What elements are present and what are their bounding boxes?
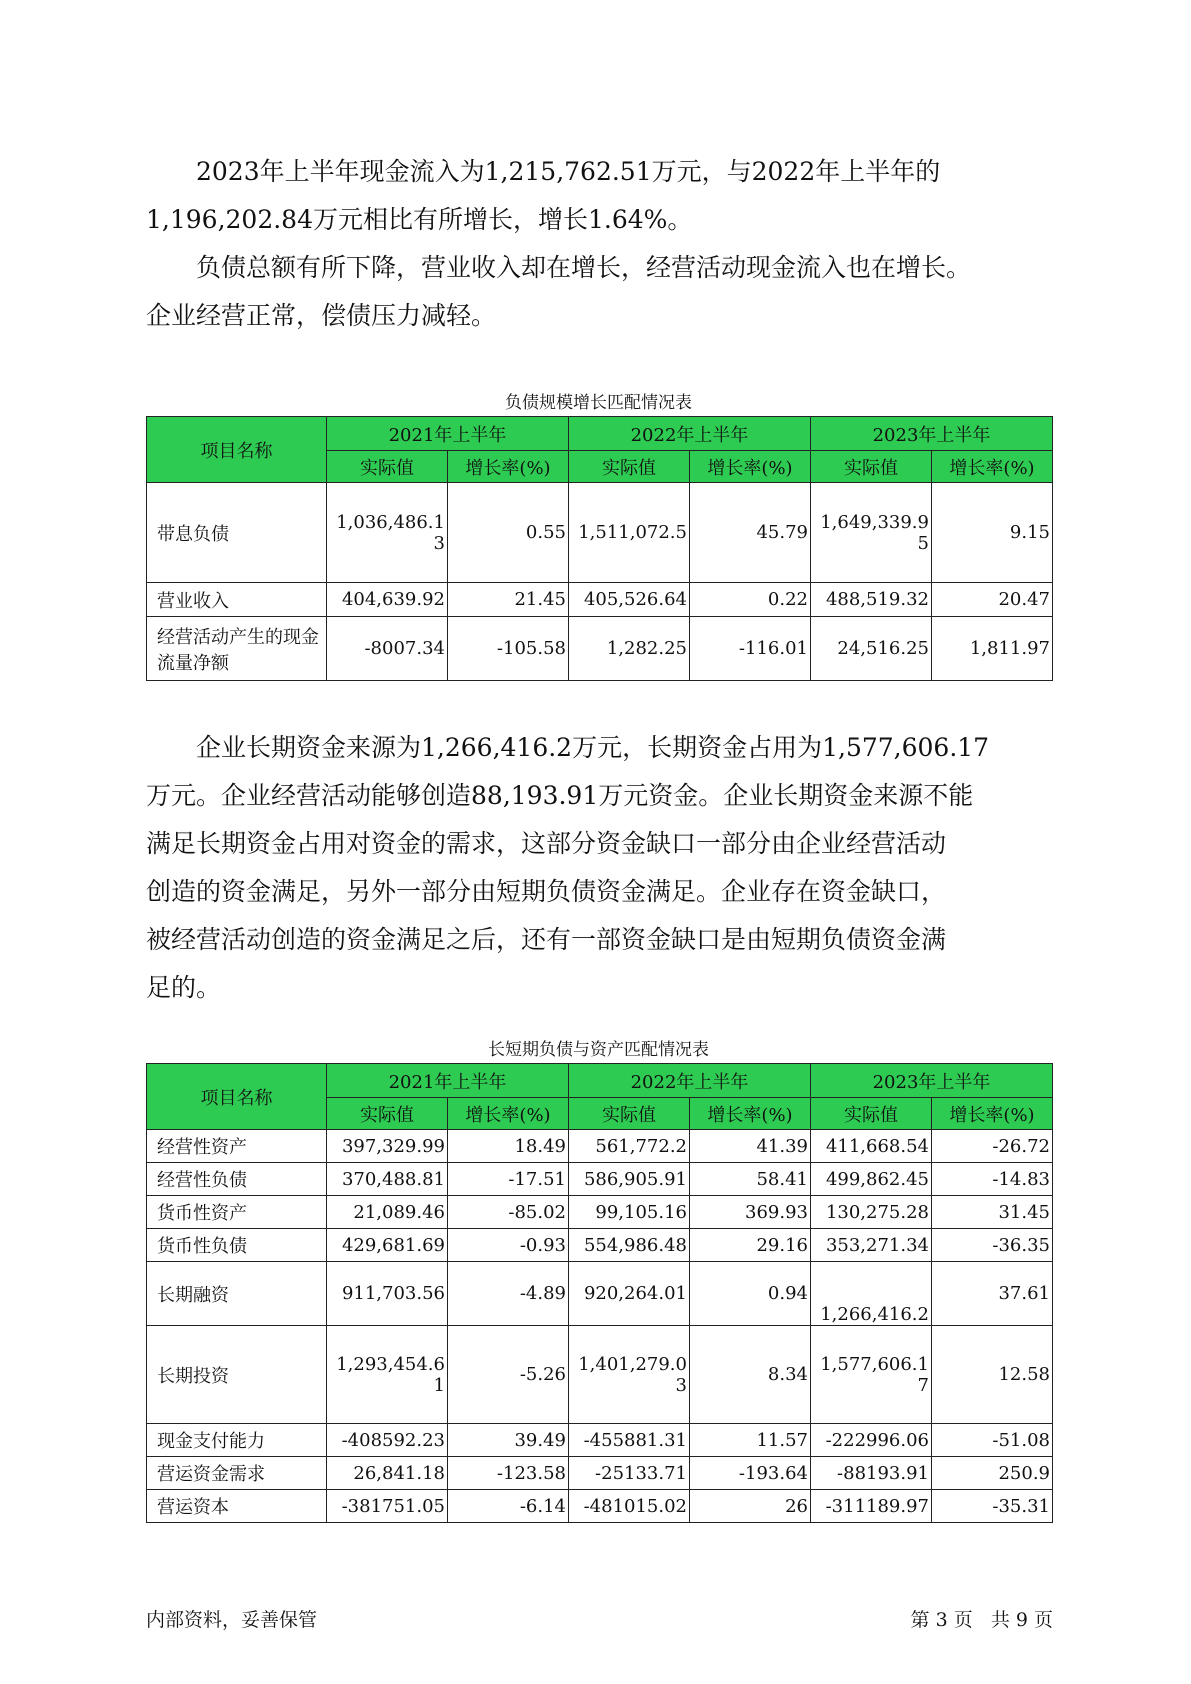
cell-value: -408592.23 [327,1424,448,1457]
cell-value: -25133.71 [569,1457,690,1490]
cell-value: -35.31 [932,1490,1053,1523]
cell-value: 1,811.97 [932,617,1053,681]
cell-value: 1,401,279.03 [569,1326,690,1424]
cell-value: 39.49 [448,1424,569,1457]
asset-liability-table [146,1063,1053,1523]
cell-value: -116.01 [690,617,811,681]
cell-value: 29.16 [690,1229,811,1262]
table-row [147,483,1053,583]
cell-value: -0.93 [448,1229,569,1262]
cell-value: 24,516.25 [811,617,932,681]
cell-value: 21.45 [448,583,569,617]
row-label: 长期投资 [147,1326,327,1424]
cell-value: 397,329.99 [327,1130,448,1163]
footer-page-number: 第 3 页 共 9 页 [910,1609,1053,1631]
paragraph-line: 企业长期资金来源为1,266,416.2万元，长期资金占用为1,577,606.17 [196,733,990,762]
cell-value: 1,036,486.13 [327,483,448,583]
cell-value: 499,862.45 [811,1163,932,1196]
row-label: 经营性负债 [147,1163,327,1196]
cell-value: 911,703.56 [327,1262,448,1326]
cell-value: -311189.97 [811,1490,932,1523]
table-row [147,583,1053,617]
cell-value: 586,905.91 [569,1163,690,1196]
paragraph-line: 被经营活动创造的资金满足之后，还有一部资金缺口是由短期负债资金满 [146,925,947,954]
cell-value: -455881.31 [569,1424,690,1457]
cell-value: 1,649,339.95 [811,483,932,583]
cell-value: 0.55 [448,483,569,583]
cell-value: 250.9 [932,1457,1053,1490]
subheader-growth: 增长率(%) [932,451,1053,483]
cell-value: 405,526.64 [569,583,690,617]
paragraph-debt-summary [146,244,1051,340]
row-label: 带息负债 [147,483,327,583]
paragraph-line: 1,196,202.84万元相比有所增长，增长1.64%。 [146,205,693,234]
table-row [147,1163,1053,1196]
cell-value: 554,986.48 [569,1229,690,1262]
table-row [147,617,1053,681]
header-year-2021: 2021年上半年 [327,417,569,451]
cell-value: 1,282.25 [569,617,690,681]
paragraph-cash-inflow [146,148,1051,244]
cell-value: 0.94 [690,1262,811,1326]
header-item-name: 项目名称 [147,1064,327,1130]
cell-value: 429,681.69 [327,1229,448,1262]
paragraph-line: 满足长期资金占用对资金的需求，这部分资金缺口一部分由企业经营活动 [146,829,947,858]
cell-value: 1,577,606.17 [811,1326,932,1424]
row-label: 货币性资产 [147,1196,327,1229]
cell-value: 369.93 [690,1196,811,1229]
header-year-2022: 2022年上半年 [569,1064,811,1098]
cell-value: 26,841.18 [327,1457,448,1490]
cell-value: -36.35 [932,1229,1053,1262]
table-row [147,1196,1053,1229]
subheader-growth: 增长率(%) [690,451,811,483]
cell-value: 1,266,416.2 [811,1262,932,1326]
subheader-actual: 实际值 [811,1098,932,1130]
cell-value: 20.47 [932,583,1053,617]
cell-value: 353,271.34 [811,1229,932,1262]
cell-value: -88193.91 [811,1457,932,1490]
table-row [147,1262,1053,1326]
subheader-growth: 增长率(%) [690,1098,811,1130]
row-label: 营运资本 [147,1490,327,1523]
table-row [147,1229,1053,1262]
cell-value: 99,105.16 [569,1196,690,1229]
table-row [147,1424,1053,1457]
subheader-actual: 实际值 [327,451,448,483]
subheader-actual: 实际值 [811,451,932,483]
footer-confidential-note: 内部资料，妥善保管 [146,1609,318,1631]
cell-value: -193.64 [690,1457,811,1490]
cell-value: -4.89 [448,1262,569,1326]
subheader-growth: 增长率(%) [448,451,569,483]
cell-value: 561,772.2 [569,1130,690,1163]
cell-value: -8007.34 [327,617,448,681]
cell-value: -222996.06 [811,1424,932,1457]
subheader-actual: 实际值 [569,451,690,483]
cell-value: 18.49 [448,1130,569,1163]
row-label: 经营性资产 [147,1130,327,1163]
cell-value: -51.08 [932,1424,1053,1457]
cell-value: 9.15 [932,483,1053,583]
paragraph-line: 企业经营正常，偿债压力减轻。 [146,301,497,330]
cell-value: 31.45 [932,1196,1053,1229]
subheader-growth: 增长率(%) [448,1098,569,1130]
header-year-2023: 2023年上半年 [811,1064,1053,1098]
cell-value: 58.41 [690,1163,811,1196]
cell-value: 12.58 [932,1326,1053,1424]
row-label: 营运资金需求 [147,1457,327,1490]
table-row [147,1326,1053,1424]
row-label: 营业收入 [147,583,327,617]
cell-value: -14.83 [932,1163,1053,1196]
cell-value: 21,089.46 [327,1196,448,1229]
cell-value: 45.79 [690,483,811,583]
paragraph-line: 万元。企业经营活动能够创造88,193.91万元资金。企业长期资金来源不能 [146,781,974,810]
row-label: 货币性负债 [147,1229,327,1262]
cell-value: -105.58 [448,617,569,681]
table2-caption: 长短期负债与资产匹配情况表 [488,1040,709,1060]
cell-value: 1,293,454.61 [327,1326,448,1424]
cell-value: 370,488.81 [327,1163,448,1196]
table-row [147,1457,1053,1490]
paragraph-long-term-funds [146,724,1051,1012]
cell-value: 8.34 [690,1326,811,1424]
cell-value: 411,668.54 [811,1130,932,1163]
table-row [147,1130,1053,1163]
cell-value: -123.58 [448,1457,569,1490]
subheader-actual: 实际值 [327,1098,448,1130]
paragraph-line: 创造的资金满足，另外一部分由短期负债资金满足。企业存在资金缺口， [146,877,947,906]
cell-value: 130,275.28 [811,1196,932,1229]
cell-value: 920,264.01 [569,1262,690,1326]
cell-value: 1,511,072.5 [569,483,690,583]
header-year-2023: 2023年上半年 [811,417,1053,451]
row-label: 长期融资 [147,1262,327,1326]
table-row [147,1490,1053,1523]
header-item-name: 项目名称 [147,417,327,483]
table1-caption: 负债规模增长匹配情况表 [505,393,692,413]
cell-value: -85.02 [448,1196,569,1229]
header-year-2021: 2021年上半年 [327,1064,569,1098]
cell-value: -5.26 [448,1326,569,1424]
cell-value: -481015.02 [569,1490,690,1523]
cell-value: 488,519.32 [811,583,932,617]
cell-value: -381751.05 [327,1490,448,1523]
cell-value: 0.22 [690,583,811,617]
cell-value: 37.61 [932,1262,1053,1326]
row-label: 现金支付能力 [147,1424,327,1457]
cell-value: -17.51 [448,1163,569,1196]
cell-value: -6.14 [448,1490,569,1523]
paragraph-line: 负债总额有所下降，营业收入却在增长，经营活动现金流入也在增长。 [196,253,972,282]
paragraph-line: 2023年上半年现金流入为1,215,762.51万元，与2022年上半年的 [196,157,941,186]
paragraph-line: 足的。 [146,973,222,1002]
cell-value: 404,639.92 [327,583,448,617]
header-year-2022: 2022年上半年 [569,417,811,451]
debt-scale-table [146,416,1053,681]
subheader-actual: 实际值 [569,1098,690,1130]
row-label: 经营活动产生的现金流量净额 [147,617,327,681]
cell-value: -26.72 [932,1130,1053,1163]
cell-value: 26 [690,1490,811,1523]
subheader-growth: 增长率(%) [932,1098,1053,1130]
cell-value: 41.39 [690,1130,811,1163]
cell-value: 11.57 [690,1424,811,1457]
